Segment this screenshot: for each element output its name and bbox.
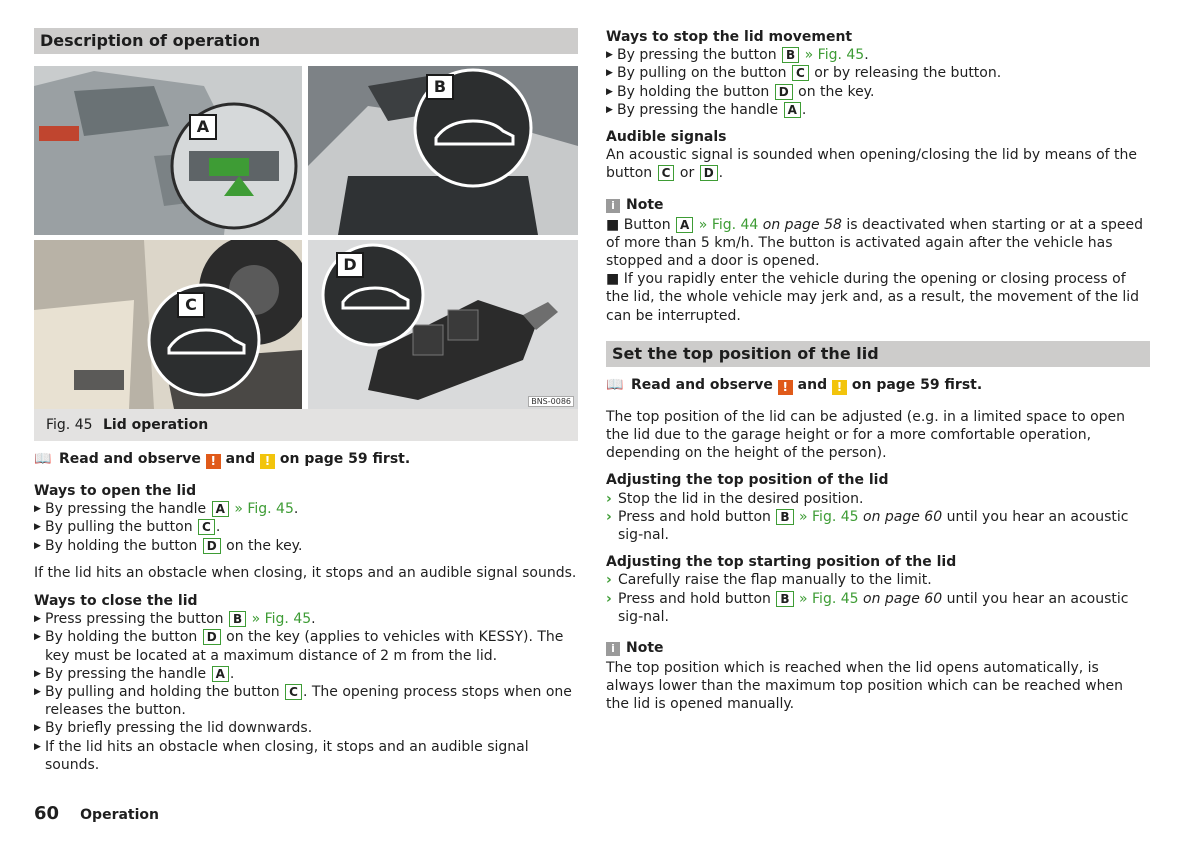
obstacle-text: If the lid hits an obstacle when closing, it stops and an audible signal sounds.	[34, 564, 577, 581]
warning-icon: !	[778, 380, 793, 395]
list-item: ▶ By pulling on the button C or by releasing the button.	[606, 65, 1002, 82]
button-key-b: B	[229, 611, 246, 627]
info-icon: i	[606, 642, 620, 656]
figure-caption	[34, 409, 578, 441]
driver-door-illustration	[34, 240, 302, 409]
button-key-c: C	[658, 165, 675, 181]
open-ways	[34, 482, 578, 555]
step-item: › Press and hold button B » Fig. 45 on page 60 until you hear an acoustic sig-nal.	[606, 508, 1129, 544]
button-key-b: B	[776, 509, 793, 525]
adjust-start	[606, 553, 1150, 626]
page-59-link[interactable]: on page 59 first.	[279, 451, 411, 467]
close-ways-heading: Ways to close the lid	[34, 593, 198, 610]
read-observe-right: 📖 Read and observe ! and ! on page 59 first.	[606, 376, 983, 394]
list-item: ▶ By pressing the handle A .	[34, 665, 235, 682]
figure-code: BNS-0086	[528, 396, 574, 407]
note-heading: i Note	[606, 639, 1150, 657]
page-59-link[interactable]: on page 59 first.	[851, 376, 983, 393]
fig-45-link[interactable]: » Fig. 45	[804, 47, 865, 64]
footer-section: Operation	[80, 807, 160, 823]
button-key-a: A	[212, 666, 229, 682]
book-icon: 📖	[606, 376, 624, 393]
button-key-c: C	[792, 65, 809, 81]
button-key-d: D	[203, 629, 221, 645]
figure-number: Fig. 45	[46, 417, 93, 433]
button-key-c: C	[285, 684, 302, 700]
fig-45-link[interactable]: » Fig. 45	[234, 501, 294, 518]
figure-panel-a	[34, 66, 302, 235]
button-key-b: B	[776, 591, 793, 607]
callout-a: A	[189, 114, 217, 140]
adjust-start-heading: Adjusting the top starting position of the lid	[606, 554, 957, 571]
list-item: ▶ By holding the button D on the key (applies to vehicles with KESSY). The key must be located at a maximum distance of 2 m from the lid.	[34, 629, 564, 664]
adjust-top	[606, 471, 1150, 544]
figure-title: Lid operation	[102, 417, 209, 433]
page-footer	[34, 803, 159, 824]
section-heading-description: Description of operation	[34, 28, 578, 54]
step-item: › Stop the lid in the desired position.	[606, 490, 864, 507]
list-item: ▶ By holding the button D on the key.	[34, 537, 303, 554]
note-paragraph: The top position which is reached when the lid opens automatically, is always lower than the maximum top position which can be reached when the lid is opened manually.	[606, 660, 1123, 713]
info-icon: i	[606, 199, 620, 213]
list-item: ▶ By briefly pressing the lid downwards.	[34, 720, 313, 737]
page-number: 60	[34, 803, 60, 824]
button-key-d: D	[775, 84, 793, 100]
button-key-d: D	[203, 538, 221, 554]
figure-panel-b	[308, 66, 578, 235]
car-rear-illustration	[34, 66, 302, 235]
audible-signals	[606, 128, 1150, 183]
list-item: ▶ By pressing the handle A .	[606, 101, 807, 118]
list-item: ▶ By holding the button D on the key.	[606, 83, 875, 100]
fig-45-link[interactable]: » Fig. 45	[799, 508, 859, 525]
callout-c: C	[177, 292, 205, 318]
figure-lid-operation	[34, 66, 578, 409]
right-column	[606, 28, 1150, 714]
read-observe-left: 📖 Read and observe ! and ! on page 59 first.	[34, 451, 411, 468]
callout-d: D	[336, 252, 364, 278]
figure-panel-c	[34, 240, 302, 409]
note-box-1	[606, 196, 1150, 325]
adjust-heading: Adjusting the top position of the lid	[606, 472, 889, 489]
warning-icon: !	[206, 454, 221, 469]
callout-b: B	[426, 74, 454, 100]
open-ways-heading: Ways to open the lid	[34, 483, 197, 499]
fig-45-link[interactable]: » Fig. 45	[799, 590, 859, 607]
button-key-a: A	[676, 217, 693, 233]
list-item: ▶ By pulling and holding the button C . The opening process stops when one releases the button.	[34, 684, 572, 719]
step-item: › Carefully raise the flap manually to the limit.	[606, 572, 932, 589]
button-key-a: A	[212, 501, 229, 517]
left-column	[34, 28, 578, 774]
list-item: ▶ Press pressing the button B » Fig. 45.	[34, 611, 316, 628]
button-key-d: D	[700, 165, 718, 181]
note-paragraph: ■ If you rapidly enter the vehicle during the opening or closing process of the lid, the whole vehicle may jerk and, as a result, the movement of the lid can be interrupted.	[606, 271, 1140, 324]
note-box-2	[606, 639, 1150, 714]
list-item: ▶ If the lid hits an obstacle when closing, it stops and an audible signal sounds.	[34, 738, 529, 773]
stop-ways-heading: Ways to stop the lid movement	[606, 29, 853, 45]
caution-icon: !	[260, 454, 275, 469]
close-ways	[34, 592, 578, 774]
audible-text: An acoustic signal is sounded when opening/closing the lid by means of the button C or D .	[606, 147, 1138, 182]
stop-ways	[606, 28, 1150, 119]
section-heading-top-position: Set the top position of the lid	[606, 341, 1150, 367]
fig-45-link[interactable]: » Fig. 45	[251, 611, 312, 628]
step-item: › Press and hold button B » Fig. 45 on page 60 until you hear an acoustic sig-nal.	[606, 590, 1129, 625]
button-key-c: C	[198, 519, 215, 535]
note-heading: i Note	[606, 196, 1150, 214]
audible-heading: Audible signals	[606, 129, 727, 146]
book-icon: 📖	[34, 451, 52, 467]
intro-text: The top position of the lid can be adjusted (e.g. in a limited space to open the lid due to the garage height or for a more comfortable operation, depending on the height of the person).	[606, 408, 1126, 462]
caution-icon: !	[832, 380, 847, 395]
button-key-b: B	[782, 47, 799, 63]
fig-44-link[interactable]: » Fig. 44	[698, 216, 759, 233]
note-paragraph: ■ Button A » Fig. 44 on page 58 is deactivated when starting or at a speed of more than 5 km/h. The button is activated again after the vehicle has stopped and a door is opened.	[606, 216, 1144, 270]
button-key-a: A	[784, 102, 801, 118]
list-item: ▶ By pressing the handle A » Fig. 45.	[34, 501, 299, 518]
list-item: ▶ By pressing the button B » Fig. 45.	[606, 47, 869, 64]
list-item: ▶ By pulling the button C .	[34, 519, 221, 536]
figure-panel-d	[308, 240, 578, 409]
